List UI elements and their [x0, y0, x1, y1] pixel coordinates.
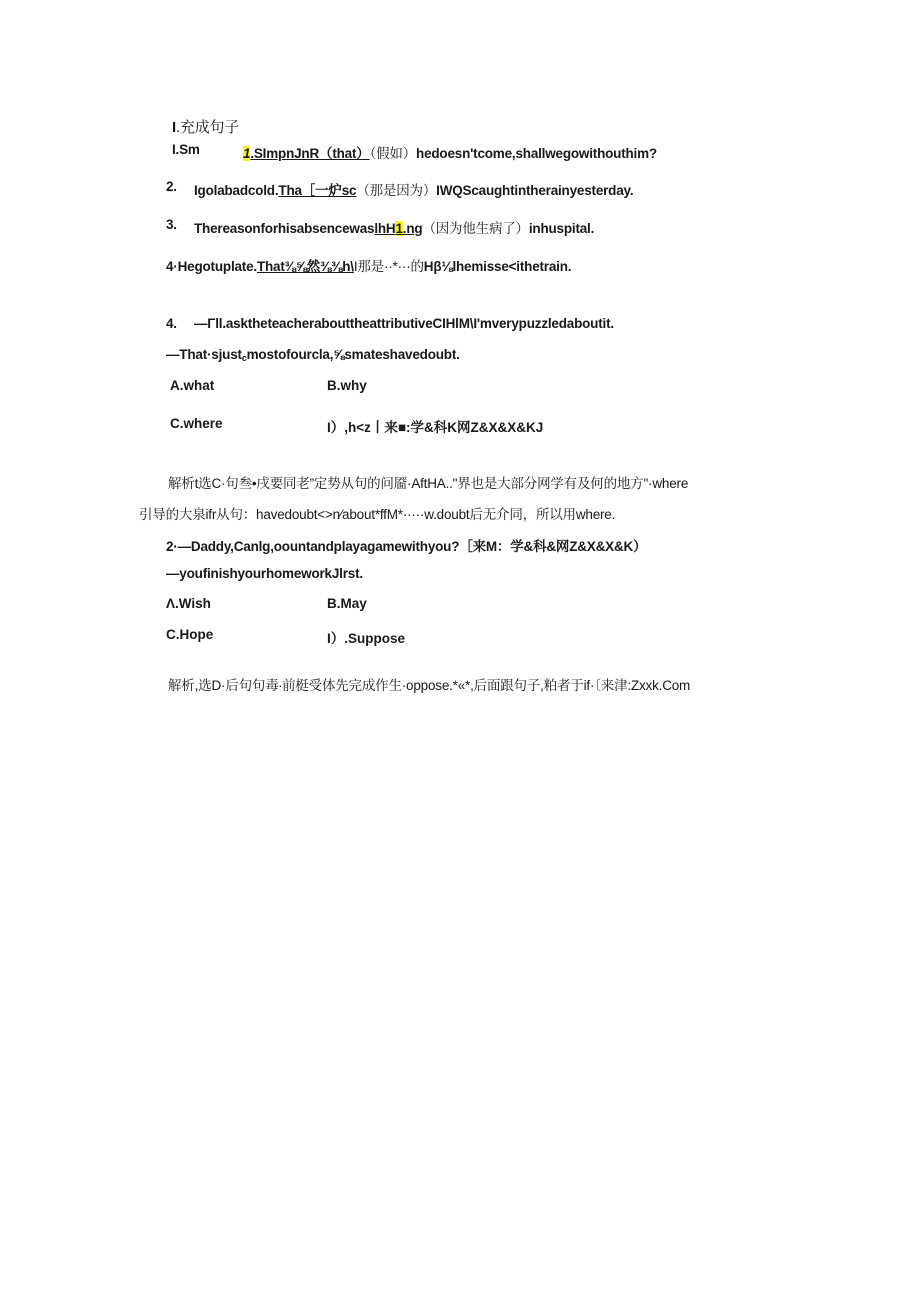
- question-1-body: [243, 142, 657, 162]
- reply-text: mostofourcla,⅝smateshavedoubt.: [246, 347, 460, 362]
- reply-text: c: [241, 353, 247, 363]
- question-1: [172, 142, 200, 157]
- question-4: [166, 255, 571, 275]
- sentence-text: Thereasonforhisabsencewas: [194, 221, 375, 236]
- option-c: C.where: [170, 416, 223, 431]
- answer-blank: [374, 221, 422, 236]
- section-title: .充成句子: [175, 119, 240, 136]
- mc-question-1-reply: [166, 347, 460, 363]
- question-number: 4.: [166, 316, 177, 331]
- question-2-body: [194, 179, 633, 199]
- question-3: [166, 217, 177, 232]
- question-text: —Γll.asktheteacheraboutthe: [194, 316, 370, 331]
- sentence-rest: Hβ⅛lhemisse<ithetrain.: [423, 259, 572, 274]
- section-heading: [172, 116, 239, 137]
- analysis-2-line-1: 解析,选D·后句句毒∙前梃受体先完成作生·oppose.*«*,后面跟句子,粕者于if·〔来津:Zxxk.Com: [168, 678, 691, 693]
- question-number: 2.: [166, 179, 177, 194]
- mc-question-1-text: [194, 316, 614, 331]
- analysis-1-line-1: 解析t选C·句叁•戌要同老”定势从句的问靥·AftHA.."界也是大部分网学有及何的地方"·where: [168, 476, 689, 491]
- option-d: I）.Suppose: [327, 631, 406, 646]
- question-text: I'mverypuzzledabout: [473, 316, 603, 331]
- option-a: Λ.Wish: [166, 596, 211, 611]
- sentence-text: 4·Hegotuplate.: [166, 259, 257, 274]
- answer-blank: That⅜⅝然⅜⅜h\: [256, 259, 354, 274]
- mc-question-2-reply: —youfinishyourhomeworkJlrst.: [166, 566, 363, 581]
- chinese-hint: （那是因为）: [356, 183, 437, 198]
- option-a: A.what: [170, 378, 215, 393]
- mc-question-2-text: 2·—Daddy,Canlg,oountandplayagamewithyou?［来M：学&科&网Z&X&X&K）: [166, 539, 647, 554]
- reply-text: —That·sjust: [166, 347, 242, 362]
- option-b: B.May: [327, 596, 367, 611]
- highlight-marker: 1: [395, 221, 403, 236]
- answer-part: lhH: [374, 221, 396, 236]
- chinese-hint: （因为他生病了）: [422, 221, 529, 236]
- question-number: 3.: [166, 217, 177, 232]
- option-d: I）,h<z丨来■:学&科K网Z&X&X&KJ: [327, 420, 544, 435]
- highlight-marker: 1: [243, 146, 251, 161]
- question-text: it.: [602, 316, 614, 331]
- option-c: C.Hope: [166, 627, 214, 642]
- answer-blank: Tha［一炉sc: [278, 183, 357, 198]
- chinese-hint: I那是··*···的: [353, 259, 424, 274]
- question-1-label: I.Sm: [172, 142, 200, 157]
- question-3-body: [194, 217, 594, 237]
- section-number: I: [172, 119, 176, 136]
- sentence-rest: hedoesn'tcome,shallwegowithouthim?: [416, 146, 657, 161]
- sentence-text: Igolabadcold.: [194, 183, 279, 198]
- answer-part: .ng: [402, 221, 423, 236]
- question-text: attributiveCIHlM\: [369, 316, 474, 331]
- sentence-rest: inhuspital.: [528, 221, 595, 236]
- analysis-1-line-2: 引导的大泉ifr从句：havedoubt<>n⁄about*ffM*·····w.doubt后无介同，所以用where.: [139, 507, 616, 522]
- answer-blank: .SImpnJnR（that）: [250, 146, 370, 161]
- sentence-rest: IWQScaughtintherainyesterday.: [436, 183, 634, 198]
- option-b: B.why: [327, 378, 367, 393]
- question-2: [166, 179, 177, 194]
- mc-question-1: [166, 316, 177, 331]
- chinese-hint: （假如）: [369, 146, 417, 161]
